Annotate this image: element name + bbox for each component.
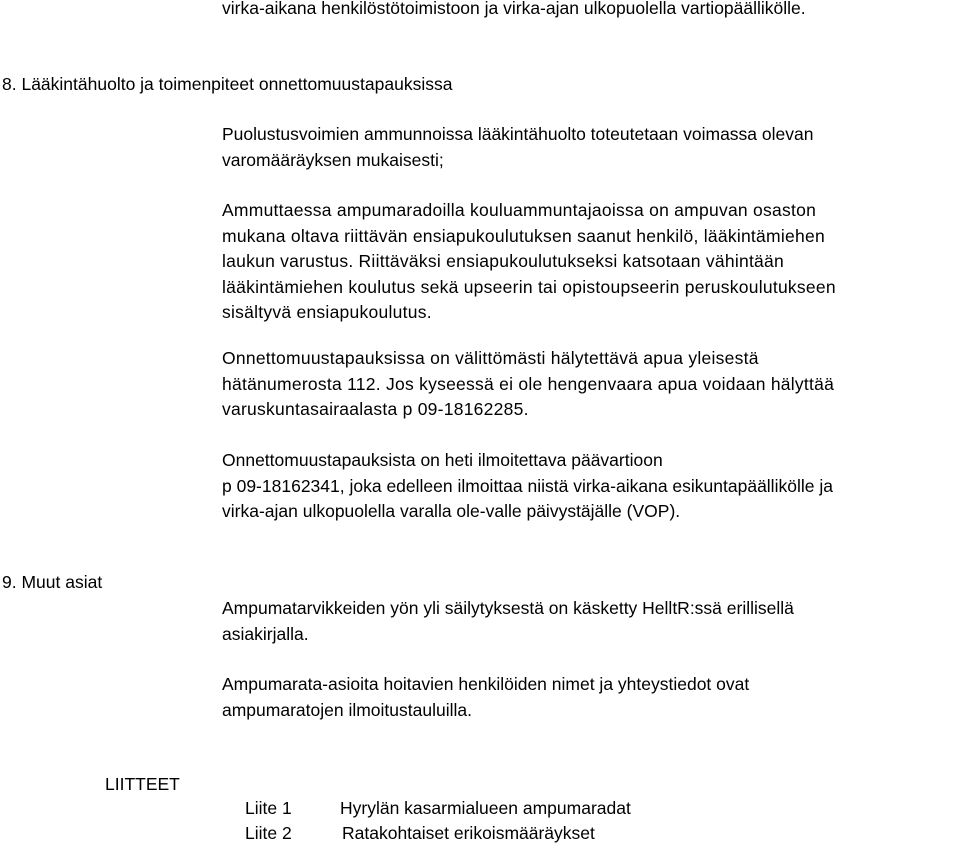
text-line: hätänumerosta 112. Jos kyseessä ei ole hengenvaara apua voidaan hälyttää xyxy=(222,373,835,394)
text-line: p 09-18162341, joka edelleen ilmoittaa niistä virka-aikana esikuntapäällikölle ja xyxy=(222,475,833,496)
continuation-line: virka-aikana henkilöstötoimistoon ja virka-ajan ulkopuolella vartiopäällikölle. xyxy=(222,0,806,18)
text-line: lääkintämiehen koulutus sekä upseerin tai opistoupseerin peruskoulutukseen xyxy=(222,276,836,297)
text-line: varuskuntasairaalasta p 09-18162285. xyxy=(222,399,529,419)
attachment-label: Liite 1 xyxy=(245,798,292,818)
attachments-heading: LIITTEET xyxy=(105,774,180,794)
text-line: Puolustusvoimien ammunnoissa lääkintähuolto toteutetaan voimassa olevan xyxy=(222,124,814,144)
text-line: Onnettomuustapauksissa on välittömästi hälytettävä apua yleisestä xyxy=(222,348,759,368)
text-line: Ampumarata-asioita hoitavien henkilöiden nimet ja yhteystiedot ovat xyxy=(222,674,750,694)
attachment-title: Ratakohtaiset erikoismääräykset xyxy=(342,823,595,843)
text-line: laukun varustus. Riittäväksi ensiapukoulutukseksi katsotaan vähintään xyxy=(222,251,785,271)
section-9-paragraph-2 xyxy=(222,672,749,723)
attachment-label: Liite 2 xyxy=(245,823,292,843)
attachment-title: Hyrylän kasarmialueen ampumaradat xyxy=(340,798,631,818)
section-8-paragraph-4 xyxy=(222,448,833,525)
text-line: varomääräyksen mukaisesti; xyxy=(222,149,444,170)
text-line: mukana oltava riittävän ensiapukoulutuksen saanut henkilö, lääkintämiehen xyxy=(222,225,825,246)
section-9-heading: 9. Muut asiat xyxy=(2,572,103,592)
text-line: virka-ajan ulkopuolella varalla ole-valle päivystäjälle (VOP). xyxy=(222,501,681,521)
text-line: ampumaratojen ilmoitustauluilla. xyxy=(222,699,472,720)
text-line: asiakirjalla. xyxy=(222,623,309,644)
text-line: Ammuttaessa ampumaradoilla kouluammuntajaoissa on ampuvan osaston xyxy=(222,200,817,220)
section-8-paragraph-2 xyxy=(222,198,836,326)
text-line: Onnettomuustapauksista on heti ilmoitettava päävartioon xyxy=(222,450,663,470)
section-8-heading: 8. Lääkintähuolto ja toimenpiteet onnettomuustapauksissa xyxy=(2,74,453,94)
section-8-paragraph-1 xyxy=(222,122,813,173)
section-8-paragraph-3 xyxy=(222,346,834,423)
section-9-paragraph-1 xyxy=(222,596,794,647)
text-line: Ampumatarvikkeiden yön yli säilytyksestä on käsketty HelltR:ssä erillisellä xyxy=(222,598,794,618)
text-line: sisältyvä ensiapukoulutus. xyxy=(222,302,432,322)
